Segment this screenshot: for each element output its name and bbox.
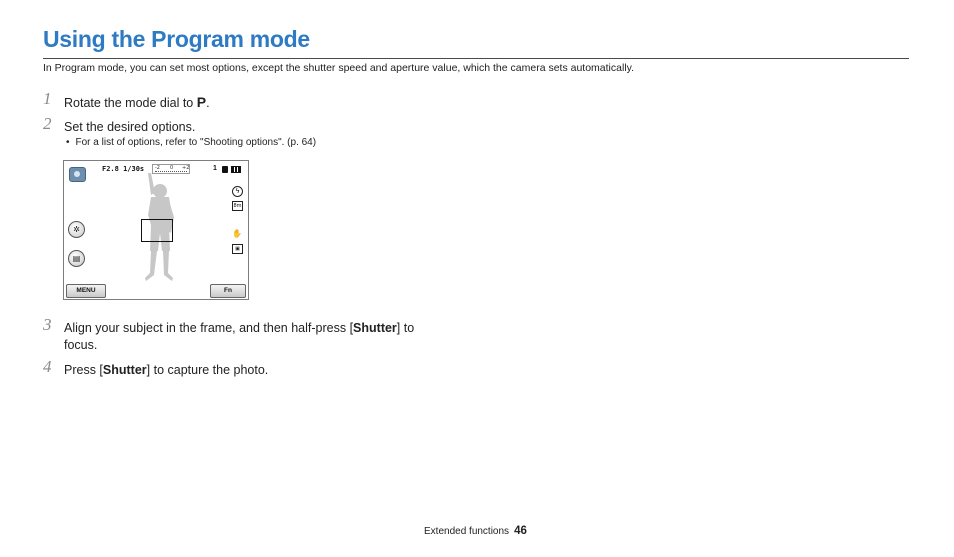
step-text-part: . bbox=[206, 96, 210, 110]
bullet-text: For a list of options, refer to "Shooting options". (p. 64) bbox=[75, 137, 317, 148]
fn-button[interactable]: Fn bbox=[210, 284, 246, 298]
step-text-part: ] to bbox=[396, 321, 415, 335]
shutter-key-label: Shutter bbox=[102, 363, 147, 377]
step-number: 2 bbox=[43, 114, 52, 133]
intro-text: In Program mode, you can set most options, except the shutter speed and aperture value, which the camera sets automatically. bbox=[43, 62, 635, 74]
resolution-icon: 8m bbox=[233, 203, 242, 209]
step-text bbox=[64, 362, 268, 379]
ev-max-label: +2 bbox=[182, 165, 190, 171]
metering-icon: ▣ bbox=[232, 244, 243, 254]
step-text-part: Align your subject in the frame, and then half-press [ bbox=[64, 321, 354, 335]
step-text-part: Press [ bbox=[64, 363, 103, 377]
aperture-value: F2.8 bbox=[102, 165, 119, 173]
page-number: 46 bbox=[514, 525, 527, 537]
title-divider bbox=[43, 58, 909, 59]
step-number: 3 bbox=[43, 315, 52, 334]
bullet-note bbox=[66, 137, 316, 148]
ev-zero-label: 0 bbox=[170, 165, 174, 171]
shutter-key-label: Shutter bbox=[353, 321, 397, 335]
shots-remaining: 1 bbox=[213, 165, 217, 172]
program-mode-icon: P bbox=[196, 94, 207, 110]
camera-screen bbox=[63, 160, 249, 300]
step-text-part: Rotate the mode dial to bbox=[64, 96, 197, 110]
ev-min-label: -2 bbox=[155, 165, 160, 171]
ois-icon: ✋ bbox=[232, 229, 242, 238]
step-number: 4 bbox=[43, 357, 52, 376]
bullet-icon: • bbox=[66, 137, 70, 148]
step-text-part: ] to capture the photo. bbox=[146, 363, 269, 377]
camera-mode-icon bbox=[69, 167, 86, 182]
page-footer bbox=[424, 525, 527, 537]
shutter-value: 1/30s bbox=[123, 165, 145, 173]
focus-frame bbox=[141, 219, 173, 242]
step-number: 1 bbox=[43, 89, 52, 108]
footer-section: Extended functions bbox=[424, 526, 510, 537]
battery-icon bbox=[231, 166, 241, 173]
step-text: Set the desired options. bbox=[64, 120, 196, 134]
menu-button[interactable]: MENU bbox=[66, 284, 106, 298]
smart-filter-icon[interactable]: ✲ bbox=[68, 221, 85, 238]
memory-card-icon bbox=[222, 166, 228, 173]
photo-style-icon[interactable]: ▤ bbox=[68, 250, 85, 267]
step-text bbox=[64, 94, 210, 112]
step-text bbox=[64, 320, 414, 354]
page-title: Using the Program mode bbox=[43, 26, 310, 52]
flash-off-icon: ϟ bbox=[232, 186, 243, 197]
step-text-part: focus. bbox=[64, 338, 98, 352]
